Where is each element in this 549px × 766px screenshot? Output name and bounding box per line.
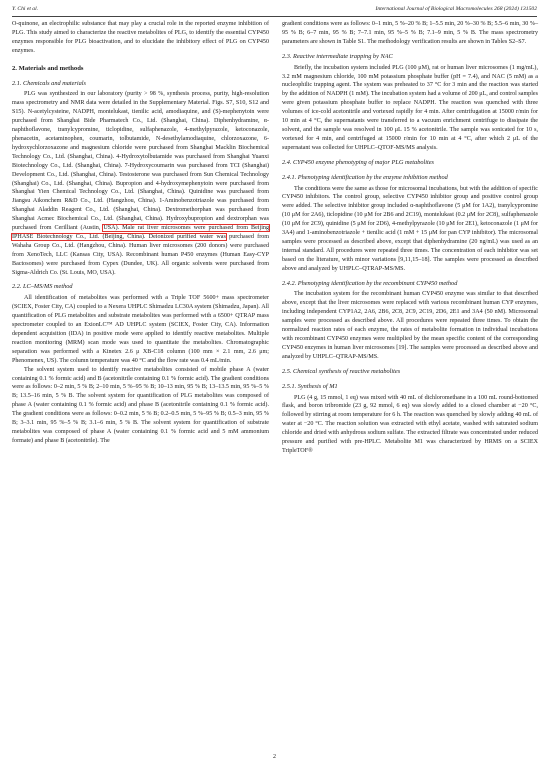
- section-heading-materials: 2. Materials and methods: [12, 64, 84, 72]
- subsection-heading-cyp: 2.4. CYP450 enzyme phenotyping of major PLG metabolites: [282, 158, 434, 166]
- subsection-heading-2-4-2: 2.4.2. Phenotyping identification by the recombinant CYP450 method: [282, 279, 458, 287]
- chemicals-text-b: purchased from Wahaha Group Co., Ltd. (Hangzhou, China). Human liver microsomes (200 donors) were purchased from XenoTech, LLC (Kansas City, USA). Recombinant human P450 enzymes (Human Easy-CYP Bactosomes) were purchased from Cypex (Dundee, UK). All organic solvents were purchased from Sigma-Aldrich Co. (St. Louis, MO, USA).: [12, 233, 270, 276]
- subsection-heading-lcms: 2.2. LC–MS/MS method: [12, 283, 73, 291]
- subsection-heading-chemicals: 2.1. Chemicals and materials: [12, 79, 86, 87]
- continued-paragraph: gradient conditions were as follows: 0–1 min, 5 %–20 % B; 1–5.5 min, 20 %–30 % B; 5.5–6 min, 30 %–95 % B; 6–7 min, 95 % B; 7–7.1 min, 95 %–5 % B; 7.1–9 min, 5 % B. The mass spectrometry parameters are shown in Table S1. The methodology verification results are shown in Tables S2–S7.: [282, 21, 538, 45]
- page-number: 2: [273, 754, 276, 760]
- journal-header: International Journal of Biological Macromolecules 268 (2024) 131502: [375, 6, 537, 12]
- author-header: Y. Chi et al.: [12, 6, 39, 12]
- intro-paragraph: O-quinone, an electrophilic substance that may play a crucial role in the reported enzyme inhibition of PLG. This study aimed to characterize the reactive metabolites of PLG, to identify the essential CYP450 enzymes responsible for PLG bioactivation, and to elucidate the inhibitory effect of PLG on CYP450 enzymes.: [12, 21, 269, 54]
- recombinant-paragraph: The incubation system for the recombinant human CYP450 enzyme was similar to that described above, except that the liver microsomes were replaced with various recombinant human CYP enzymes, including independent CYP1A2, 2A6, 2B6, 2C8, 2C9, 2C19, 2D6, 2E1 and 3A4 (50 nM). Microsomal samples were processed as described above. All procedures were repeated three times. To obtain the normalized reaction rates of each enzyme, the rates of metabolite formation in individual incubations with recombinant CYP450 enzymes were multiplied by the mean specific content of the corresponding CYP450 enzymes in human liver microsomes [19]. The samples were processed as described above and analyzed by UHPLC–QTRAP-MS/MS.: [282, 291, 538, 360]
- synthesis-paragraph: PLG (4 g, 15 mmol, 1 eq) was mixed with 40 mL of dichloromethane in a 100 mL round-bottomed flask, and boron tribromide (23 g, 92 mmol, 6 eq) was slowly added to a closed chamber at −20 °C, followed by stirring at room temperature for 6 h. The reaction was quenched by slowly adding 40 mL of water at −20 °C. The reaction solution was extracted with ethyl acetate, washed with saturated sodium chloride and dried with anhydrous sodium sulfate. The extracted filtrate was concentrated under reduced pressure and purified with pre-HPLC. Metabolite M1 was characterized by HRMS on a SCIEX TripleTOF®: [282, 394, 538, 454]
- highlighted-text: USA). Male rat liver microsomes were purchased from Beijing IPHASE Biotechnology Co., Ltd. (Beijing, China). Deionized purified water was: [12, 225, 269, 240]
- nac-paragraph: Briefly, the incubation system included PLG (100 μM), rat or human liver microsomes (1 mg/mL), 3.2 mM magnesium chloride, 100 mM potassium phosphate buffer (pH = 7.4), and NAC (5 mM) as a nucleophilic trapping agent. The system was preheated to 37 °C for 3 min and the reaction was started by the addition of NADPH (1 mM). The incubation system had a volume of 200 μL, and control samples were given potassium phosphate buffer to replace NADPH. The reaction was quenched with three volumes of ice-cold acetonitrile and vortexed rapidly for 4 min. After centrifugation at 15000 r/min for 10 min at 4 °C, the supernatants were transferred to a vacuum enrichment centrifuge to dissipate the solvent, and the sample was resolved in 100 μL 15 % acetonitrile. The sample was sonicated for 10 s, vortexed for 4 min, and centrifuged at 15000 r/min for 10 min at 4 °C, after which 2 μL of the supernatant was collected for UHPLC–QTOF-MS/MS analysis.: [282, 64, 539, 151]
- inhibition-paragraph: The conditions were the same as those for microsomal incubations, but with the addition of specific CYP450 inhibitors. The control group, selective CYP450 inhibitor group and positive control group were added. The selective inhibitor group included α-naphthoflavone (5 μM for 1A2), tranylcypromine (10 μM for 2A6), ticlopidine (10 μM for 2B6 and 2C19), montelukast (0.2 μM for 2C8), sulfaphenazole (10 μM for 2C9), quinidine (5 μM for 2D6), 4-methylpyrazole (10 μM for 2E1), ketoconazole (1 μM for 3A4) and 1-aminobenzotriazole + tienilic acid (1 mM + 15 μM for pan CYP inhibitor). The microsomal samples were processed as described above, except that diphenhydramine (20 ng/mL) was used as an internal standard. All procedures were repeated three times. The concentration of each inhibitor was set based on the literature, with minor variations [9,11,15–18]. The samples were processed as described above and analyzed by UHPLC–QTRAP-MS/MS.: [282, 185, 538, 272]
- running-header: [12, 6, 537, 17]
- subsection-heading-2-4-1: 2.4.1. Phenotyping identification by the enzyme inhibition method: [282, 173, 448, 181]
- chemicals-text-a: PLG was synthesized in our laboratory (purity > 98 %, synthesis process, purity, high-resolution mass spectrometry and NMR data were detailed in the Supplementary Material. Figs. S7, S10, S12 and S15). N-acetylcysteine, NADPH, montelukast, tienilic acid, amodiaquine, and (S)-mephenytoin were purchased from Shanghai Bide Pharmatech Co., Ltd. (Shanghai, China). Diphenhydramine, α-naphthoflavone, tranylcypromine, ticlopidine, sulfaphenazole, 4-methylpyrazole, ketoconazole, phenacetin, acetaminophen, coumarin, tolbutamide, N-desethylamodiaquine, chlorzoxazone, 6-hydroxychlorzoxazone and magnesium chloride were purchased from Shanghai Macklin Biochemical Technology Co., Ltd. (Shanghai, China). 4-Hydroxytolbutamide was purchased from Shanghai Yuanxi Biotechnology Co., Ltd. (Shanghai, China). 7-Hydroxycoumarin was purchased from TCI (Shanghai) Development Co., Ltd. (Shanghai, China). Testosterone was purchased from Sun Chemical Technology (Shanghai) Co., Ltd. (Shanghai, China). Bupropion and 4-hydroxymephenytoin were purchased from Shanghai Yien Chemical Technology Co., Ltd. (Shanghai, China). Quinidine was purchased from Jiangsu Aikonchem R&D Co., Ltd. (Hangzhou, China). 1-Aminobenzotriazole was purchased from Shanghai Aladdin Reagent Co., Ltd. (Shanghai, China). Dextromethorphan was purchased from Shanghai Acmec Biochemical Co., Ltd. (Shanghai, China). Hydroxybupropion and dextrorphan was purchased from Cerilliant (Austin,: [12, 91, 269, 232]
- chemicals-paragraph: [12, 90, 269, 277]
- right-column: [282, 20, 538, 456]
- left-column: [12, 20, 269, 446]
- subsection-heading-2-5-1: 2.5.1. Synthesis of M1: [282, 382, 338, 390]
- lcms-paragraph-2: The solvent system used to identify reactive metabolites consisted of mobile phase A (water containing 0.1 % formic acid) and B (acetonitrile containing 0.1 % formic acid). The gradient conditions were as follows: 0–2 min, 5 % B; 2–10 min, 5 %–95 % B; 10–13 min, 95 % B; 13–13.5 min, 95 %–5 % B; 13.5–16 min, 5 % B. The solvent system for quantification of PLG metabolites was composed of phase A (water containing 0.1 % formic acid) and phase B (acetonitrile containing 0.1 % formic acid). The gradient conditions were as follows: 0–0.2 min, 5 % B; 0.2–0.5 min, 5 %–95 % B; 0.5–3 min, 95 % B; 3–3.1 min, 95 %–5 % B; 3.1–6 min, 5 % B. The solvent system for quantification of substrate metabolites was composed of phase A (water containing 0.1 % formic acid and 5 mM ammonium formate) and phase B (acetonitrile). The: [12, 366, 269, 444]
- subsection-heading-2-5: 2.5. Chemical synthesis of reactive metabolites: [282, 367, 401, 375]
- subsection-heading-nac: 2.3. Reactive intermediate trapping by NAC: [282, 52, 393, 60]
- lcms-paragraph-1: All identification of metabolites was performed with a Triple TOF 5600+ mass spectrometer (SCIEX, Foster City, CA) coupled to a Nexera UHPLC Shimadzu LC30A system (Shimadzu, Japan). All quantification of PLG metabolites and substrate metabolites was performed with a 6500+ QTRAP mass spectrometer coupled to an ExionLC™ AD UHPLC system (SCIEX, Foster City, CA). Information dependent acquisition (IDA) in positive mode were applied to identify reactive metabolites. Multiple reaction monitoring (MRM) scan mode was used to quantitate the metabolites. Chromatographic separation was performed with a Kinetex 2.6 μ XB-C18 column (100 mm × 2.1 mm, 2.6 μm; Phenomenex, US). The column temperature was 40 °C and the flow rate was 0.4 mL/min.: [12, 295, 269, 364]
